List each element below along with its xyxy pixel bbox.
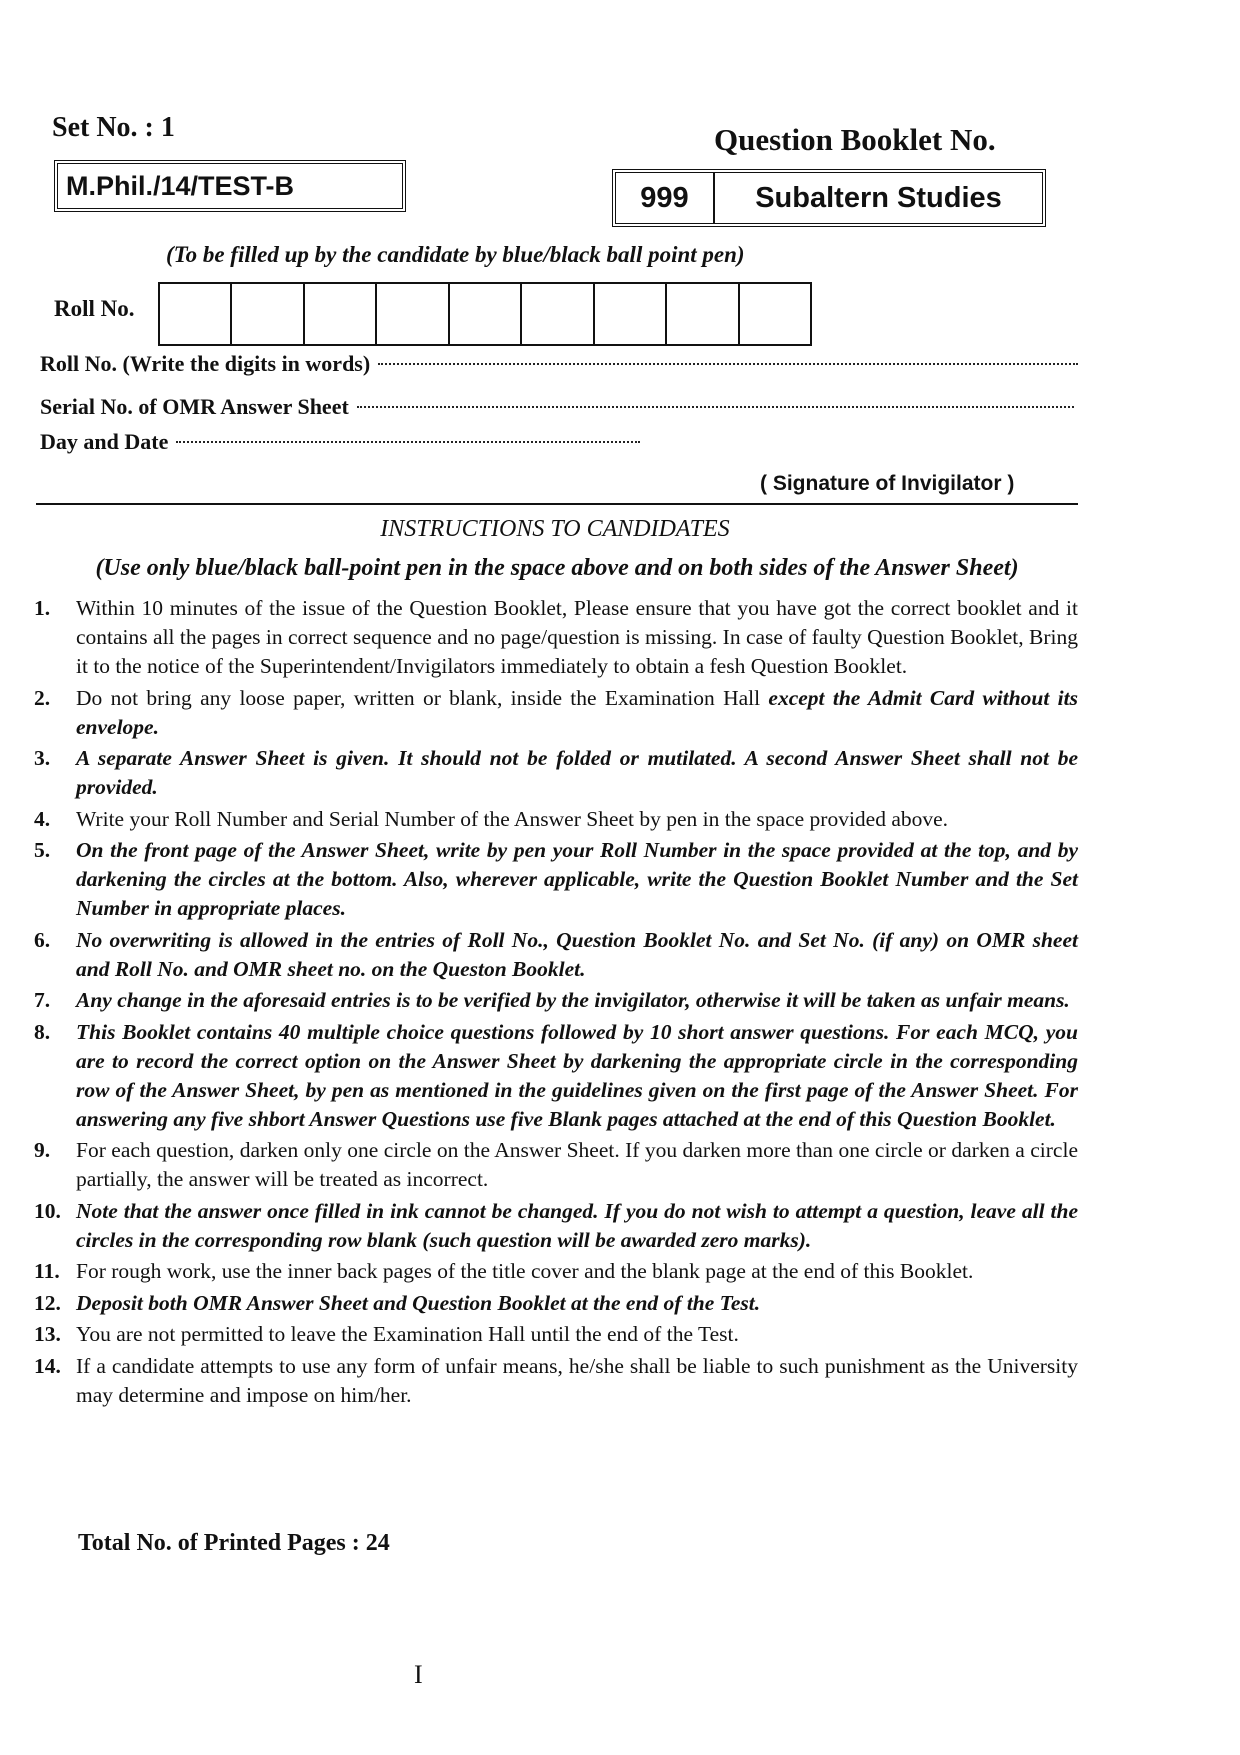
item-text-emphasis: except the Admit Card without its envelope. xyxy=(76,685,1078,739)
roll-digit-box[interactable] xyxy=(450,284,522,344)
instruction-item xyxy=(34,1352,1078,1410)
instruction-item xyxy=(34,836,1078,923)
item-text: Note that the answer once filled in ink cannot be changed. If you do not wish to attempt a question, leave all the circles in the corresponding row blank (such question will be awarded zero marks). xyxy=(76,1198,1078,1252)
roll-words-field[interactable] xyxy=(40,351,1078,377)
roll-digit-box[interactable] xyxy=(667,284,739,344)
item-number: 12. xyxy=(34,1290,61,1315)
item-number: 5. xyxy=(34,838,51,862)
item-text-wrapper xyxy=(76,684,1078,742)
item-number: 8. xyxy=(34,1019,51,1044)
item-number: 10. xyxy=(34,1198,61,1223)
serial-field[interactable] xyxy=(40,394,1074,420)
instruction-item xyxy=(34,594,1078,681)
item-number: 13. xyxy=(34,1322,61,1346)
instruction-item xyxy=(34,1257,1078,1286)
subject-name: Subaltern Studies xyxy=(755,182,1002,214)
fill-note: (To be filled up by the candidate by blue/black ball point pen) xyxy=(166,242,745,267)
item-text: Write your Roll Number and Serial Number of the Answer Sheet by pen in the space provided above. xyxy=(76,806,949,831)
instruction-item xyxy=(34,1197,1078,1255)
item-text: A separate Answer Sheet is given. It should not be folded or mutilated. A second Answer Sheet shall not be provided. xyxy=(76,746,1078,799)
instruction-list xyxy=(34,594,1078,1412)
instruction-item xyxy=(34,805,1078,834)
roll-digit-box[interactable] xyxy=(740,284,810,344)
instruction-item xyxy=(34,1320,1078,1349)
total-printed-pages: Total No. of Printed Pages : 24 xyxy=(78,1530,390,1556)
item-text: On the front page of the Answer Sheet, write by pen your Roll Number in the space provided at the top, and by darkening the circles at the bottom. Also, wherever applicable, write the Question Booklet Number and the Set Number in appropriate places. xyxy=(76,838,1078,920)
instructions-subtitle: (Use only blue/black ball-point pen in the space above and on both sides of the Answer Sheet) xyxy=(95,555,1019,581)
serial-line[interactable] xyxy=(357,406,1074,408)
instruction-item xyxy=(34,926,1078,984)
item-number: 11. xyxy=(34,1259,60,1283)
item-text: You are not permitted to leave the Examination Hall until the end of the Test. xyxy=(76,1322,739,1346)
instruction-item xyxy=(34,744,1078,802)
page-number: I xyxy=(414,1660,423,1689)
item-number: 2. xyxy=(34,685,51,710)
serial-label: Serial No. of OMR Answer Sheet xyxy=(40,394,349,419)
course-code-box xyxy=(54,160,406,212)
item-text: Deposit both OMR Answer Sheet and Question Booklet at the end of the Test. xyxy=(76,1290,761,1315)
roll-digit-box[interactable] xyxy=(377,284,449,344)
instruction-item xyxy=(34,684,1078,742)
item-text: For each question, darken only one circle on the Answer Sheet. If you darken more than one circle or darken a circle partially, the answer will be treated as incorrect. xyxy=(76,1138,1078,1191)
instruction-item xyxy=(34,986,1078,1015)
item-text: Do not bring any loose paper, written or blank, inside the Examination Hall xyxy=(76,685,769,710)
item-number: 3. xyxy=(34,746,51,770)
instruction-item xyxy=(34,1018,1078,1134)
set-number: Set No. : 1 xyxy=(52,112,175,143)
item-number: 7. xyxy=(34,988,51,1012)
course-code: M.Phil./14/TEST-B xyxy=(66,171,295,201)
date-line[interactable] xyxy=(176,441,640,443)
item-number: 9. xyxy=(34,1138,51,1162)
roll-words-label: Roll No. (Write the digits in words) xyxy=(40,351,371,376)
invigilator-signature-label: ( Signature of Invigilator ) xyxy=(760,472,1015,495)
item-text: This Booklet contains 40 multiple choice questions followed by 10 short answer questions. For each MCQ, you are to record the correct option on the Answer Sheet by darkening the appropriate circle in the corresponding row of the Answer Sheet, by pen as mentioned in the guidelines given on the first page of the Answer Sheet. For answering any five shbort Answer Questions use five Blank pages attached at the end of this Question Booklet. xyxy=(76,1019,1078,1131)
date-field[interactable] xyxy=(40,429,640,455)
divider xyxy=(36,503,1078,505)
roll-digit-box[interactable] xyxy=(305,284,377,344)
item-number: 4. xyxy=(34,806,51,831)
item-number: 6. xyxy=(34,927,51,952)
item-text: For rough work, use the inner back pages of the title cover and the blank page at the end of this Booklet. xyxy=(76,1259,974,1283)
item-number: 1. xyxy=(34,596,51,620)
instructions-title: INSTRUCTIONS TO CANDIDATES xyxy=(380,516,730,542)
item-text: No overwriting is allowed in the entries of Roll No., Question Booklet No. and Set No. (if any) on OMR sheet and Roll No. and OMR sheet no. on the Queston Booklet. xyxy=(76,927,1078,981)
booklet-number: 999 xyxy=(616,173,715,223)
roll-digit-box[interactable] xyxy=(595,284,667,344)
date-label: Day and Date xyxy=(40,429,169,454)
item-text: Within 10 minutes of the issue of the Question Booklet, Please ensure that you have got the correct booklet and it contains all the pages in correct sequence and no page/question is missing. In case of faulty Question Booklet, Bring it to the notice of the Superintendent/Invigilators immediately to obtain a fesh Question Booklet. xyxy=(76,596,1078,678)
question-booklet-label: Question Booklet No. xyxy=(714,122,996,157)
instruction-item xyxy=(34,1136,1078,1194)
item-text: If a candidate attempts to use any form of unfair means, he/she shall be liable to such punishment as the University may determine and impose on him/her. xyxy=(76,1353,1078,1407)
item-number: 14. xyxy=(34,1353,61,1378)
booklet-number-box xyxy=(612,169,1046,227)
roll-no-grid[interactable] xyxy=(158,282,812,346)
item-text: Any change in the aforesaid entries is to be verified by the invigilator, otherwise it will be taken as unfair means. xyxy=(76,988,1070,1012)
roll-digit-box[interactable] xyxy=(522,284,594,344)
instruction-item xyxy=(34,1289,1078,1318)
roll-words-line[interactable] xyxy=(378,363,1078,365)
roll-no-label: Roll No. xyxy=(54,296,135,321)
roll-digit-box[interactable] xyxy=(232,284,304,344)
roll-digit-box[interactable] xyxy=(160,284,232,344)
